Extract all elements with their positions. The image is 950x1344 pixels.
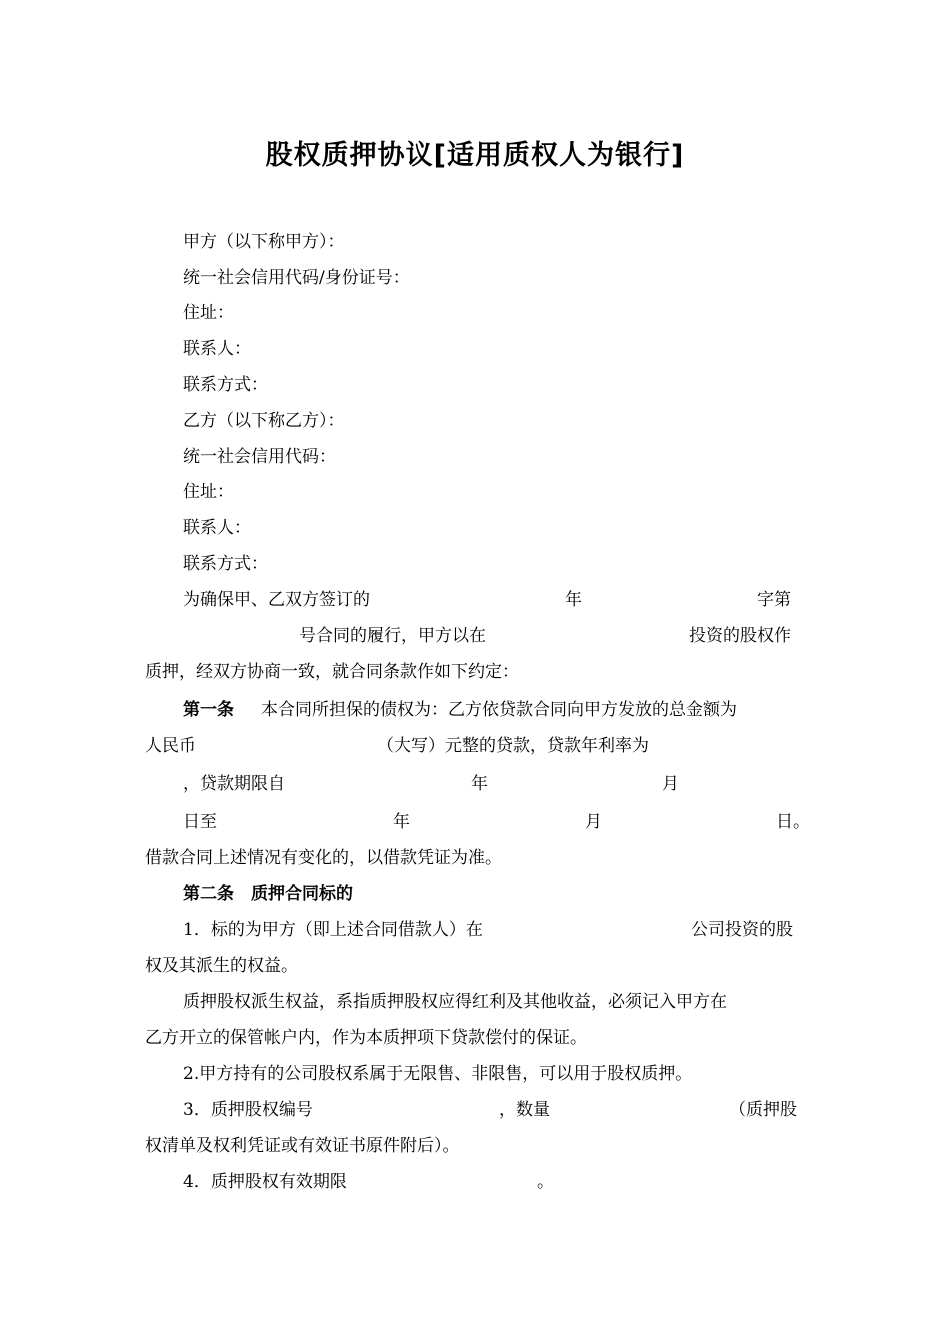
preamble-text: 投资的股权作	[689, 626, 791, 646]
party-b-contact-label: 联系人：	[183, 518, 251, 538]
article-2-item-3: ，数量	[499, 1100, 550, 1120]
article-1-month: 月	[585, 812, 602, 832]
article-1-year: 年	[471, 774, 488, 794]
party-b-phone-label: 联系方式：	[183, 554, 268, 574]
party-a-phone-label: 联系方式：	[183, 375, 268, 395]
article-2-heading: 第二条 质押合同标的	[183, 884, 353, 904]
preamble-word-no: 字第	[757, 590, 791, 610]
article-2-item-4: 4．质押股权有效期限	[183, 1172, 347, 1192]
article-2-item-3: 权清单及权利凭证或有效证书原件附后）。	[145, 1136, 460, 1156]
article-2-paragraph: 质押股权派生权益，系指质押股权应得红利及其他收益，必须记入甲方在	[183, 992, 727, 1012]
article-1-text: 借款合同上述情况有变化的，以借款凭证为准。	[145, 848, 502, 868]
article-1-text: 人民币	[145, 736, 196, 756]
party-b-name-label: 乙方（以下称乙方）：	[183, 411, 345, 431]
article-1-text: ，贷款期限自	[183, 774, 285, 794]
article-2-item-4: 。	[537, 1172, 554, 1192]
party-a-name-label: 甲方（以下称甲方）：	[183, 232, 345, 252]
party-a-address-label: 住址：	[183, 303, 234, 323]
party-a-code-label: 统一社会信用代码/身份证号：	[183, 268, 410, 288]
article-2-paragraph: 乙方开立的保管帐户内，作为本质押项下贷款偿付的保证。	[145, 1028, 587, 1048]
article-2-item-3: 3．质押股权编号	[183, 1100, 313, 1120]
party-a-contact-label: 联系人：	[183, 339, 251, 359]
article-1-heading: 第一条	[183, 700, 234, 720]
article-2-item-2: 2.甲方持有的公司股权系属于无限售、非限售，可以用于股权质押。	[183, 1064, 693, 1084]
party-b-code-label: 统一社会信用代码：	[183, 447, 336, 467]
preamble-text: 号合同的履行，甲方以在	[299, 626, 486, 646]
article-2-item-1: 权及其派生的权益。	[145, 956, 298, 976]
article-2-item-1: 1．标的为甲方（即上述合同借款人）在	[183, 920, 483, 940]
article-1-text: 本合同所担保的债权为：乙方依贷款合同向甲方发放的总金额为	[261, 700, 737, 720]
article-1-day: 日。	[776, 812, 810, 832]
article-1-text: 日至	[183, 812, 217, 832]
article-2-item-3: （质押股	[729, 1100, 797, 1120]
article-1-month: 月	[662, 774, 679, 794]
article-1-text: （大写）元整的贷款，贷款年利率为	[377, 736, 649, 756]
article-2-item-1: 公司投资的股	[691, 920, 793, 940]
document-title: 股权质押协议[适用质权人为银行]	[265, 140, 685, 171]
preamble-text: 为确保甲、乙双方签订的	[183, 590, 370, 610]
preamble-year: 年	[565, 590, 582, 610]
preamble-text: 质押，经双方协商一致，就合同条款作如下约定：	[145, 662, 519, 682]
article-1-year: 年	[393, 812, 410, 832]
party-b-address-label: 住址：	[183, 482, 234, 502]
